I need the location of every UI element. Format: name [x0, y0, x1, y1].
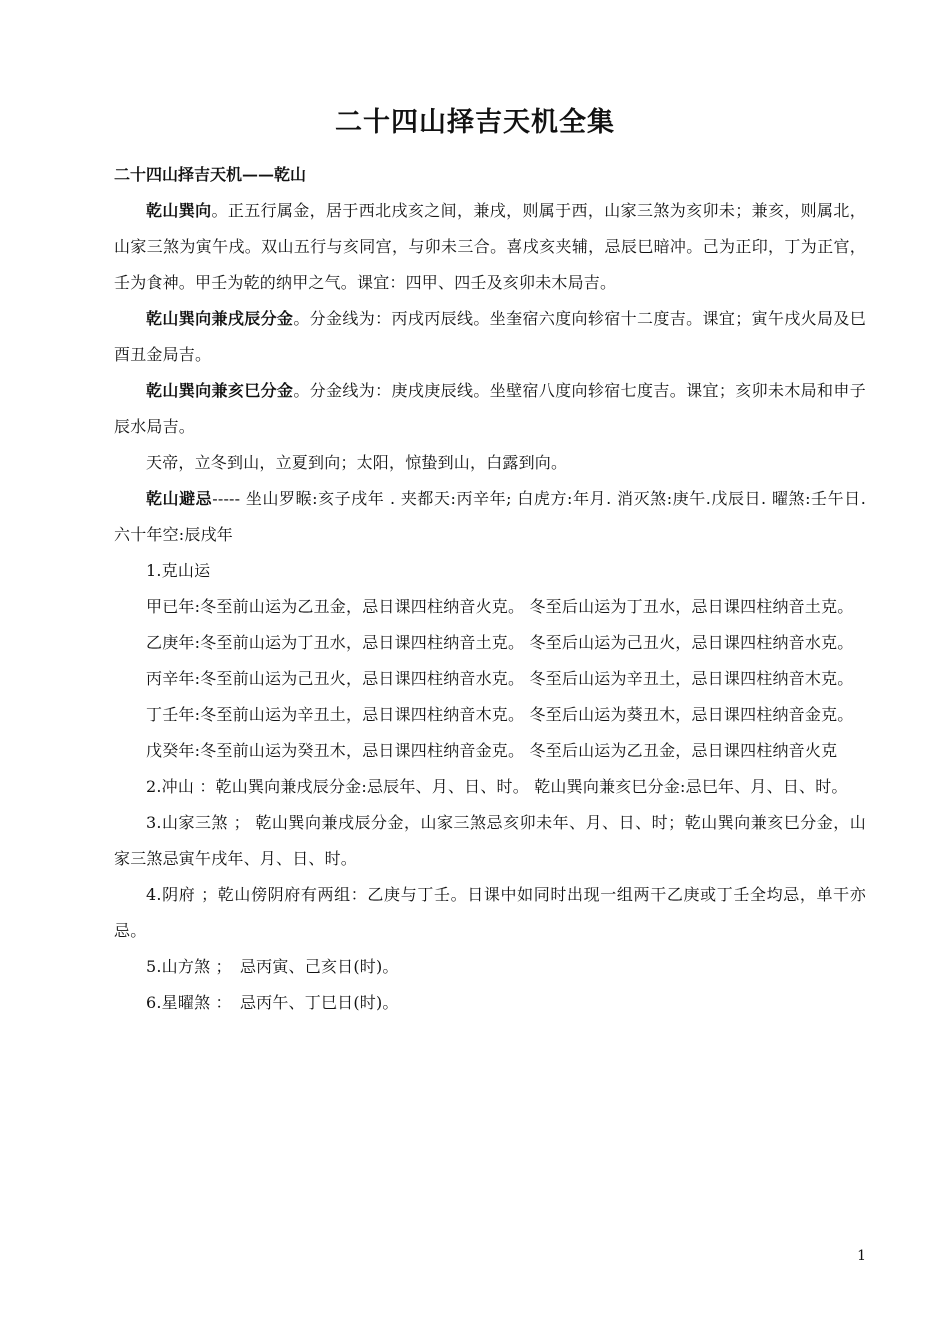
paragraph: [114, 373, 866, 445]
paragraph-lead: 乾山巽向兼亥巳分金: [146, 381, 294, 400]
paragraph: [114, 589, 866, 625]
paragraph-text: 5.山方煞 ； 忌丙寅、己亥日(时)。: [146, 957, 399, 976]
paragraph: [114, 193, 866, 301]
paragraph: [114, 985, 866, 1021]
paragraph-text: 甲已年:冬至前山运为乙丑金，忌日课四柱纳音火克。 冬至后山运为丁丑水，忌日课四柱纳音土克。: [146, 597, 854, 616]
paragraph-text: 丁壬年:冬至前山运为辛丑土，忌日课四柱纳音木克。 冬至后山运为葵丑木，忌日课四柱纳音金克。: [146, 705, 854, 724]
paragraph-lead: 乾山巽向: [146, 201, 212, 220]
paragraph-text: 乙庚年:冬至前山运为丁丑水，忌日课四柱纳音土克。 冬至后山运为己丑火，忌日课四柱纳音水克。: [146, 633, 854, 652]
page-number: 1: [857, 1248, 866, 1264]
paragraph: [114, 661, 866, 697]
paragraph-text: 。分金线为：庚戌庚辰线。坐壁宿八度向轸宿七度吉。课宜；亥卯未木局和申子辰水局吉。: [114, 381, 866, 436]
paragraph-lead: 乾山避忌: [146, 489, 213, 508]
paragraph-text: 4.阴府 ；乾山傍阴府有两组：乙庚与丁壬。日课中如同时出现一组两干乙庚或丁壬全均忌，单干亦忌。: [114, 885, 866, 940]
document-body: [114, 157, 866, 1021]
section-heading: 二十四山择吉天机——乾山: [114, 165, 307, 184]
paragraph-text: 。分金线为：丙戌丙辰线。坐奎宿六度向轸宿十二度吉。课宜；寅午戌火局及巳酉丑金局吉。: [114, 309, 866, 364]
paragraph: [114, 769, 866, 805]
paragraph-text: 2.冲山 ：乾山巽向兼戌辰分金:忌辰年、月、日、时。 乾山巽向兼亥巳分金:忌巳年、月、日、时。: [146, 777, 848, 796]
document-title: 二十四山择吉天机全集: [335, 107, 615, 138]
paragraph-text: ----- 坐山罗睺:亥子戌年 . 夹都天:丙辛年; 白虎方:年月. 消灭煞:庚午.戊辰日. 曜煞:壬午日. 六十年空:辰戌年: [114, 489, 866, 544]
paragraph: [114, 553, 866, 589]
paragraph: [114, 625, 866, 661]
paragraph: [114, 481, 866, 553]
paragraph-lead: 乾山巽向兼戌辰分金: [146, 309, 294, 328]
paragraph: [114, 877, 866, 949]
paragraph-text: 丙辛年:冬至前山运为己丑火，忌日课四柱纳音水克。 冬至后山运为辛丑土，忌日课四柱纳音木克。: [146, 669, 854, 688]
paragraph: [114, 301, 866, 373]
paragraph-text: 3.山家三煞 ； 乾山巽向兼戌辰分金，山家三煞忌亥卯未年、月、日、时；乾山巽向兼亥巳分金，山家三煞忌寅午戌年、月、日、时。: [114, 813, 866, 868]
paragraph: [114, 949, 866, 985]
paragraph: [114, 733, 866, 769]
paragraph-text: 天帝，立冬到山，立夏到向；太阳，惊蛰到山，白露到向。: [146, 453, 568, 472]
paragraph-text: 6.星曜煞 ： 忌丙午、丁巳日(时)。: [146, 993, 399, 1012]
paragraph: [114, 445, 866, 481]
paragraph-text: 。正五行属金，居于西北戌亥之间，兼戌，则属于西，山家三煞为亥卯未；兼亥，则属北，山家三煞为寅午戌。双山五行与亥同宫，与卯未三合。喜戌亥夹辅，忌辰巳暗冲。己为正印，丁为正官，壬为食神。甲壬为乾的纳甲之气。课宜：四甲、四壬及亥卯未木局吉。: [114, 201, 866, 292]
paragraph: [114, 697, 866, 733]
paragraph-text: 1.克山运: [146, 561, 211, 580]
paragraph-text: 戊癸年:冬至前山运为癸丑木，忌日课四柱纳音金克。 冬至后山运为乙丑金，忌日课四柱纳音火克: [146, 741, 838, 760]
paragraph: [114, 805, 866, 877]
